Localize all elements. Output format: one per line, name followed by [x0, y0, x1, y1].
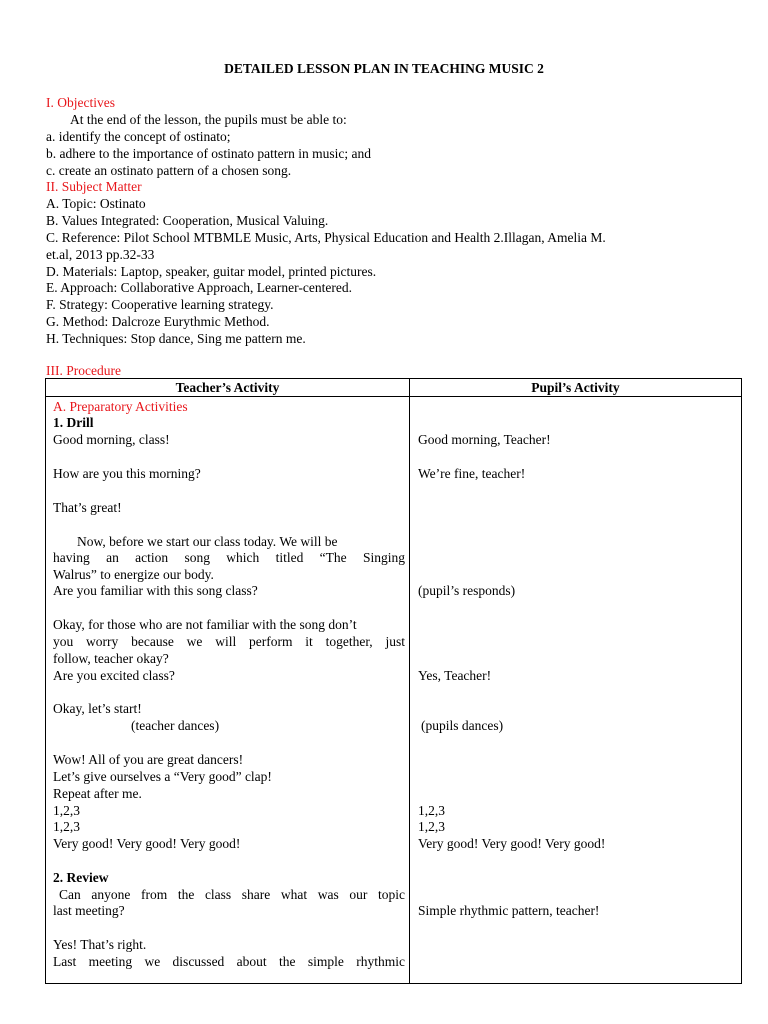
- pupil-line: We’re fine, teacher!: [418, 466, 526, 481]
- teacher-line: you worry because we will perform it together, just: [53, 634, 405, 649]
- teacher-line: Okay, let’s start!: [53, 701, 142, 716]
- objectives-heading: I. Objectives: [46, 95, 115, 110]
- teacher-line: Let’s give ourselves a “Very good” clap!: [53, 769, 272, 784]
- teacher-line: Good morning, class!: [53, 432, 170, 447]
- teacher-line: Are you familiar with this song class?: [53, 583, 258, 598]
- teacher-line: Wow! All of you are great dancers!: [53, 752, 244, 767]
- objectives-intro: At the end of the lesson, the pupils must be able to:: [70, 112, 347, 127]
- subject-item: A. Topic: Ostinato: [46, 196, 146, 211]
- teacher-line: (teacher dances): [131, 718, 220, 733]
- subject-matter-heading: II. Subject Matter: [46, 179, 142, 194]
- teacher-line: Are you excited class?: [53, 668, 175, 683]
- teacher-line: Okay, for those who are not familiar with the song don’t: [53, 617, 357, 632]
- teacher-line: 1,2,3: [53, 819, 80, 834]
- pupil-line: Simple rhythmic pattern, teacher!: [418, 903, 600, 918]
- objective-item: b. adhere to the importance of ostinato pattern in music; and: [46, 146, 372, 161]
- subject-item: G. Method: Dalcroze Eurythmic Method.: [46, 314, 270, 329]
- pupil-line: Yes, Teacher!: [418, 668, 492, 683]
- teacher-line: having an action song which titled “The Singing: [53, 550, 405, 565]
- procedure-heading: III. Procedure: [46, 363, 121, 378]
- pupil-line: Very good! Very good! Very good!: [418, 836, 606, 851]
- pupil-line: (pupil’s responds): [418, 583, 516, 598]
- preparatory-activities-label: A. Preparatory Activities: [53, 399, 188, 414]
- teacher-line: last meeting?: [53, 903, 125, 918]
- subject-item: C. Reference: Pilot School MTBMLE Music, Arts, Physical Education and Health 2.Illagan, Amelia M.: [46, 230, 606, 245]
- procedure-table: [45, 378, 742, 984]
- teacher-line: How are you this morning?: [53, 466, 201, 481]
- page-title: DETAILED LESSON PLAN IN TEACHING MUSIC 2: [224, 61, 544, 76]
- subject-item: et.al, 2013 pp.32-33: [46, 247, 155, 262]
- pupil-line: 1,2,3: [418, 819, 445, 834]
- teacher-line: Can anyone from the class share what was our topic: [59, 887, 405, 902]
- subject-item: E. Approach: Collaborative Approach, Learner-centered.: [46, 280, 352, 295]
- teacher-line: Walrus” to energize our body.: [53, 567, 214, 582]
- pupil-activity-cell: [410, 397, 742, 984]
- teacher-line: 1,2,3: [53, 803, 80, 818]
- drill-label: 1. Drill: [53, 415, 94, 430]
- teacher-line: follow, teacher okay?: [53, 651, 169, 666]
- teacher-line: Last meeting we discussed about the simple rhythmic: [53, 954, 405, 969]
- pupil-line: Good morning, Teacher!: [418, 432, 551, 447]
- subject-item: F. Strategy: Cooperative learning strategy.: [46, 297, 274, 312]
- subject-item: D. Materials: Laptop, speaker, guitar model, printed pictures.: [46, 264, 377, 279]
- teacher-line: Very good! Very good! Very good!: [53, 836, 241, 851]
- subject-item: B. Values Integrated: Cooperation, Musical Valuing.: [46, 213, 329, 228]
- teacher-line: Repeat after me.: [53, 786, 142, 801]
- pupil-line: 1,2,3: [418, 803, 445, 818]
- teacher-activity-header: Teacher’s Activity: [46, 379, 410, 397]
- table-header-row: [46, 379, 742, 397]
- objective-item: a. identify the concept of ostinato;: [46, 129, 231, 144]
- table-row: [46, 397, 742, 984]
- teacher-activity-cell: [46, 397, 410, 984]
- teacher-line: Yes! That’s right.: [53, 937, 147, 952]
- pupil-line: (pupils dances): [421, 718, 504, 733]
- teacher-line: That’s great!: [53, 500, 122, 515]
- pupil-activity-header: Pupil’s Activity: [410, 379, 742, 397]
- teacher-line: Now, before we start our class today. We will be: [77, 534, 338, 549]
- objective-item: c. create an ostinato pattern of a chosen song.: [46, 163, 292, 178]
- review-label: 2. Review: [53, 870, 109, 885]
- subject-item: H. Techniques: Stop dance, Sing me pattern me.: [46, 331, 306, 346]
